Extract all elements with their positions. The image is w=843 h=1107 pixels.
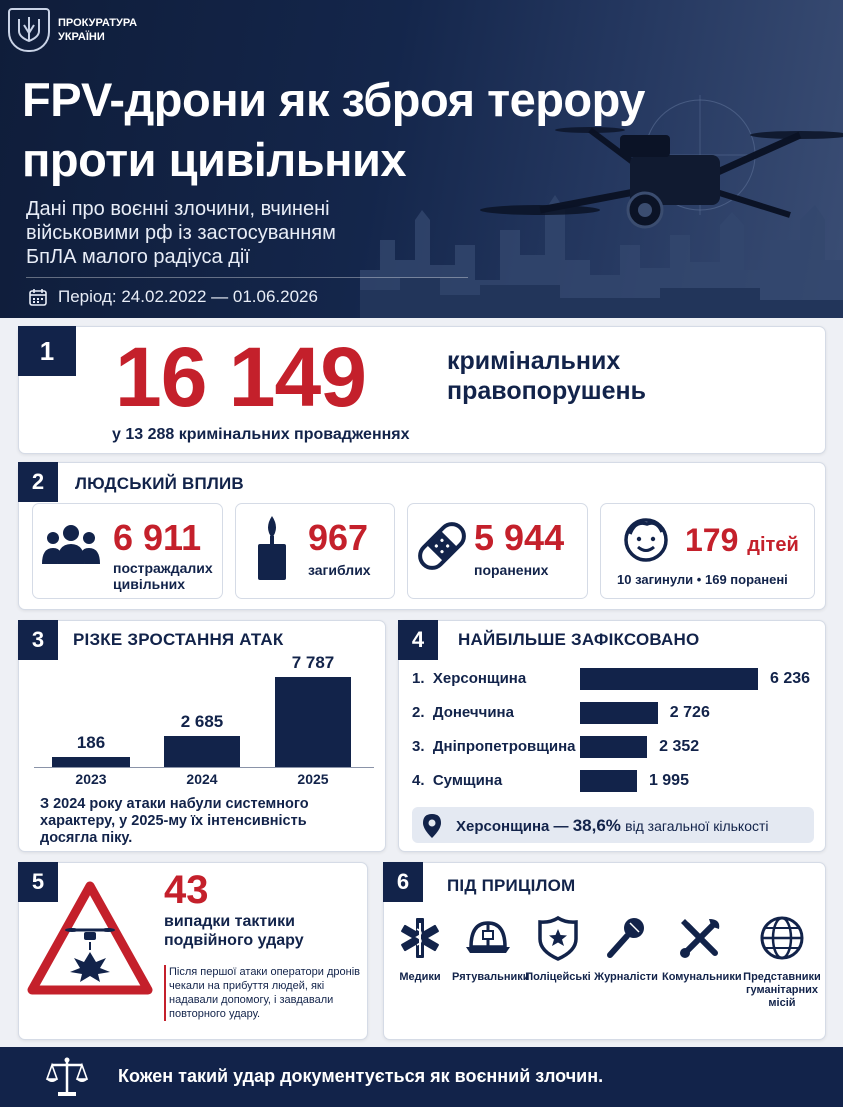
section-3-number: 3 <box>18 620 58 660</box>
share-note-rest: від загальної кількості <box>625 818 769 834</box>
section-3-title: РІЗКЕ ЗРОСТАННЯ АТАК <box>73 630 284 649</box>
target-utility-workers <box>662 915 742 984</box>
children-injured: 169 поранені <box>704 572 788 587</box>
scales-of-justice-icon <box>44 1055 90 1099</box>
target-utility-workers-label: Комунальники <box>662 971 742 983</box>
tools-icon <box>677 915 723 961</box>
region-bar <box>580 668 758 690</box>
section-2-number: 2 <box>18 462 58 502</box>
star-of-life-icon <box>397 915 443 961</box>
children-details <box>617 572 788 588</box>
chart-value-label: 2 685 <box>180 711 224 731</box>
chart-bar-2025 <box>275 677 351 767</box>
page-title <box>22 70 645 190</box>
target-journalists-label: Журналісти <box>594 971 658 983</box>
trident-shield-icon <box>8 8 50 52</box>
globe-icon <box>758 915 806 961</box>
region-name: 4. Сумщина <box>412 772 503 789</box>
footer-banner <box>0 1047 843 1107</box>
map-pin-icon <box>422 813 442 839</box>
children-detail-separator: • <box>696 572 702 587</box>
affected-count: 6 911 <box>113 517 202 558</box>
period-text: Період: 24.02.2022 — 01.06.2026 <box>58 287 318 306</box>
page-subtitle: Дані про воєнні злочини, вчинені військовими рф із застосуванням БпЛА малого радіуса дії <box>26 198 336 268</box>
target-medics-label: Медики <box>399 971 441 983</box>
period-line <box>28 287 318 307</box>
region-bar <box>580 770 637 792</box>
target-rescuers <box>452 915 530 984</box>
chart-baseline <box>34 767 374 768</box>
stat-card-children <box>600 503 815 599</box>
candle-icon <box>250 514 294 584</box>
child-face-icon <box>621 514 671 564</box>
bandage-icon <box>414 516 470 576</box>
section-2-title: ЛЮДСЬКИЙ ВПЛИВ <box>75 474 244 493</box>
target-journalists <box>594 915 658 984</box>
share-note-percent: 38,6% <box>572 816 621 835</box>
region-value: 2 726 <box>669 704 710 721</box>
region-name: 1. Херсонщина <box>412 670 527 687</box>
killed-count: 967 <box>308 517 369 558</box>
target-humanitarian-label: Представники гуманітарних місій <box>743 971 821 1009</box>
chart-category-label: 2023 <box>75 771 107 787</box>
proceedings-count: у 13 288 кримінальних провадженнях <box>112 426 410 443</box>
region-name: 2. Донеччина <box>412 704 514 721</box>
share-note <box>412 807 814 843</box>
target-humanitarian <box>740 915 824 1010</box>
double-strike-label-line1: випадки тактики <box>164 913 295 930</box>
chart-category-label: 2024 <box>186 771 218 787</box>
chart-category-label: 2025 <box>297 771 329 787</box>
firefighter-helmet-icon <box>463 915 513 961</box>
section-1-number: 1 <box>18 326 76 376</box>
offenses-label <box>447 346 646 406</box>
org-name-line2: УКРАЇНИ <box>58 31 105 43</box>
title-line2: проти цивільних <box>22 133 407 186</box>
share-note-region: Херсонщина — <box>456 818 569 835</box>
region-bar <box>580 736 647 758</box>
section-6-number: 6 <box>383 862 423 902</box>
children-count <box>685 520 799 565</box>
chart-value-label: 186 <box>76 733 106 752</box>
double-strike-description: Після першої атаки оператори дронів чекали на прибуття людей, які надавали допомогу, і завдавали повторного удару. <box>164 965 364 1021</box>
share-note-text <box>456 816 769 836</box>
killed-label: загиблих <box>308 562 371 578</box>
chart-value-label: 7 787 <box>291 653 335 672</box>
injured-label: поранених <box>474 562 549 578</box>
offenses-count: 16 149 <box>115 330 366 424</box>
region-value: 6 236 <box>770 670 811 687</box>
section-4-title: НАЙБІЛЬШЕ ЗАФІКСОВАНО <box>458 630 700 649</box>
children-count-suffix: дітей <box>747 534 799 556</box>
target-medics <box>392 915 448 984</box>
double-strike-count: 43 <box>164 868 209 912</box>
footer-text: Кожен такий удар документується як воєнний злочин. <box>118 1066 604 1086</box>
injured-count: 5 944 <box>474 517 565 558</box>
stat-card-killed <box>235 503 395 599</box>
microphone-icon <box>604 915 648 961</box>
title-line1: FPV-дрони як зброя терору <box>22 73 645 126</box>
offenses-label-line1: кримінальних <box>447 347 621 375</box>
calendar-icon <box>28 287 48 307</box>
region-bar <box>580 702 658 724</box>
region-name: 3. Дніпропетровщина <box>412 738 576 755</box>
header-divider <box>26 277 468 278</box>
target-rescuers-label: Рятувальники <box>452 971 530 983</box>
affected-label-line1: постраждалих <box>113 560 213 576</box>
chart-bar-2023 <box>52 757 130 767</box>
stat-card-injured <box>407 503 588 599</box>
section-5-number: 5 <box>18 862 58 902</box>
double-strike-label-line2: подвійного удару <box>164 932 304 949</box>
police-badge-icon <box>536 915 580 961</box>
region-value: 1 995 <box>648 772 689 789</box>
children-count-value: 179 <box>685 522 739 558</box>
target-police-label: Поліцейські <box>525 971 591 983</box>
people-group-icon <box>41 522 101 566</box>
double-strike-warning-icon <box>26 880 154 996</box>
stat-card-affected <box>32 503 223 599</box>
region-value: 2 352 <box>659 738 700 755</box>
affected-label-line2: цивільних <box>113 576 186 592</box>
target-police <box>525 915 591 984</box>
prosecutor-logo <box>8 8 137 52</box>
double-strike-label <box>164 912 304 950</box>
children-killed: 10 загинули <box>617 572 694 587</box>
header-banner <box>0 0 843 318</box>
section-6-title: ПІД ПРИЦІЛОМ <box>447 876 576 895</box>
section-4-number: 4 <box>398 620 438 660</box>
org-name-line1: ПРОКУРАТУРА <box>58 17 138 29</box>
chart-bar-2024 <box>164 736 240 767</box>
section-3-text: З 2024 року атаки набули системного характеру, у 2025-му їх інтенсивність досягла піку. <box>40 796 309 846</box>
offenses-label-line2: правопорушень <box>447 377 647 405</box>
